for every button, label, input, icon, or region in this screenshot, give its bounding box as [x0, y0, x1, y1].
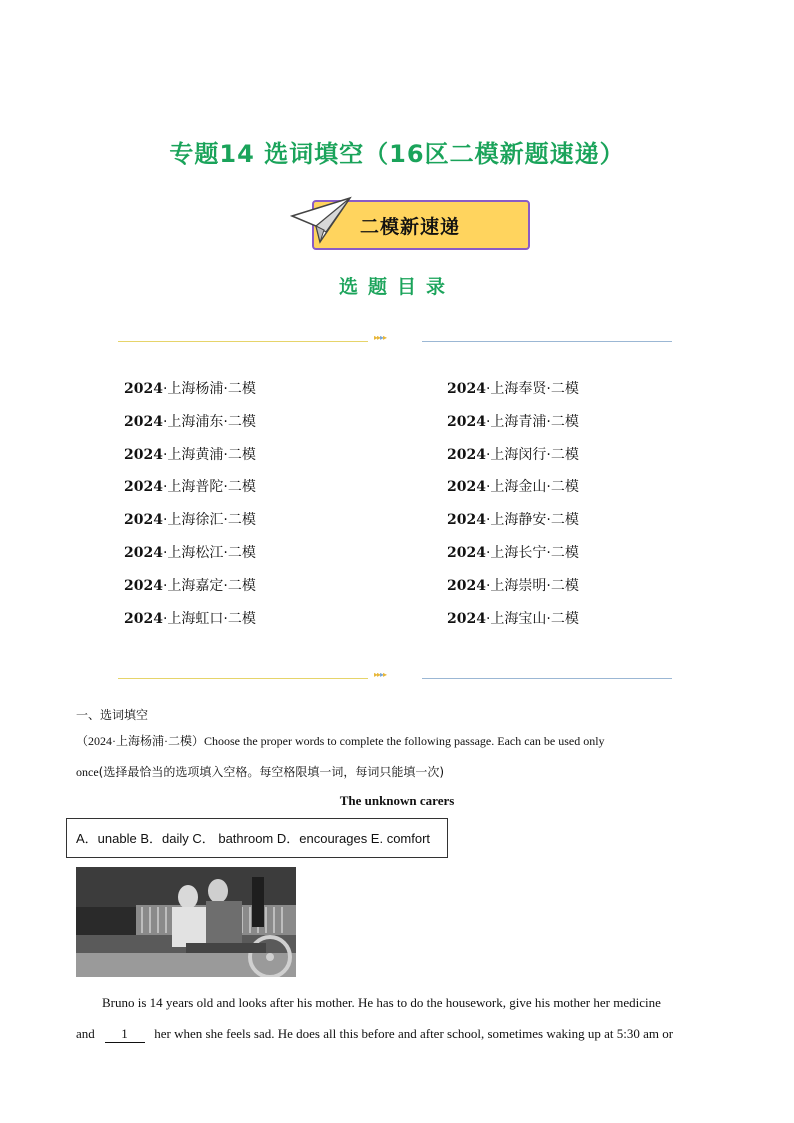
toc-item[interactable]	[124, 476, 256, 509]
toc-item-year: 2024	[447, 577, 486, 594]
toc-item-label: ·上海宝山·二模	[485, 610, 579, 627]
toc-item[interactable]	[124, 378, 256, 411]
toc-item-year: 2024	[124, 413, 163, 430]
toc-item-label: ·上海青浦·二模	[485, 413, 579, 430]
toc-item-year: 2024	[124, 381, 163, 397]
toc-right-column	[447, 378, 579, 640]
toc-item[interactable]	[447, 378, 579, 411]
toc-item-label: ·上海崇明·二模	[485, 577, 579, 594]
toc-item-label: ·上海浦东·二模	[162, 413, 256, 430]
toc-item-label: ·上海静安·二模	[485, 512, 579, 529]
toc-item-label: ·上海金山·二模	[485, 479, 579, 496]
toc-item-label: ·上海长宁·二模	[485, 544, 579, 561]
toc-item[interactable]	[447, 444, 579, 477]
passage-photo	[76, 867, 296, 977]
paper-plane-icon	[290, 196, 354, 246]
toc-item-label: ·上海虹口·二模	[162, 610, 256, 627]
instruction	[76, 726, 726, 788]
toc-item-year: 2024	[447, 479, 486, 496]
divider-bottom: ▸▸▸▸	[118, 674, 672, 682]
toc-title: 选题目录	[338, 276, 455, 298]
instruction-line-1: （2024·上海杨浦·二模）Choose the proper words to complete the following passage. Each can be used only	[76, 734, 605, 748]
toc-item[interactable]	[447, 476, 579, 509]
passage-title: The unknown carers	[339, 793, 455, 808]
toc-item[interactable]	[447, 509, 579, 542]
section-heading: 一、选词填空	[76, 708, 149, 722]
toc-left-column	[124, 378, 256, 640]
toc-item-year: 2024	[124, 446, 163, 463]
toc-item[interactable]	[124, 444, 256, 477]
toc-item[interactable]	[447, 608, 579, 641]
toc-item-year: 2024	[447, 610, 486, 627]
toc-item-year: 2024	[447, 413, 486, 430]
banner	[290, 196, 540, 252]
banner-label: 二模新速递	[360, 216, 461, 238]
toc-item-year: 2024	[124, 479, 163, 496]
toc-item-year: 2024	[124, 544, 163, 561]
word-options-box: A．unable B．daily C． bathroom D．encourages E. comfort	[66, 818, 448, 858]
toc-item[interactable]	[124, 575, 256, 608]
toc-item[interactable]	[124, 509, 256, 542]
toc-item[interactable]	[124, 411, 256, 444]
page-title: 专题14 选词填空（16区二模新题速递）	[169, 140, 625, 168]
toc-item-label: ·上海闵行·二模	[485, 446, 579, 463]
instruction-line-2: once(选择最恰当的选项填入空格。每空格限填一词，每词只能填一次)	[76, 765, 445, 779]
passage-line-1: Bruno is 14 years old and looks after his mother. He has to do the housework, give his mother her medicine	[102, 995, 661, 1010]
toc-item-label: ·上海杨浦·二模	[162, 381, 256, 397]
toc-item[interactable]	[447, 575, 579, 608]
toc-item-year: 2024	[124, 512, 163, 529]
toc-item-year: 2024	[447, 512, 486, 529]
answer-blank-1[interactable]: 1	[105, 1026, 145, 1043]
toc-item[interactable]	[124, 608, 256, 641]
passage-line-2: and 1 her when she feels sad. He does all this before and after school, sometimes waking up at 5:30 am or	[76, 1026, 674, 1041]
passage-body	[76, 987, 718, 1049]
toc-item-label: ·上海松江·二模	[162, 544, 256, 561]
toc-item-label: ·上海奉贤·二模	[485, 381, 579, 397]
toc-item-label: ·上海黄浦·二模	[162, 446, 256, 463]
toc-item-year: 2024	[124, 610, 163, 627]
toc-item-label: ·上海徐汇·二模	[162, 512, 256, 529]
toc-item[interactable]	[124, 542, 256, 575]
toc-item-year: 2024	[447, 544, 486, 561]
toc-item-year: 2024	[124, 577, 163, 594]
divider-top: ▸▸▸▸	[118, 337, 672, 345]
toc-item-label: ·上海普陀·二模	[162, 479, 256, 496]
toc-item-year: 2024	[447, 381, 486, 397]
toc-item[interactable]	[447, 411, 579, 444]
toc-item[interactable]	[447, 542, 579, 575]
toc-item-label: ·上海嘉定·二模	[162, 577, 256, 594]
toc-item-year: 2024	[447, 446, 486, 463]
